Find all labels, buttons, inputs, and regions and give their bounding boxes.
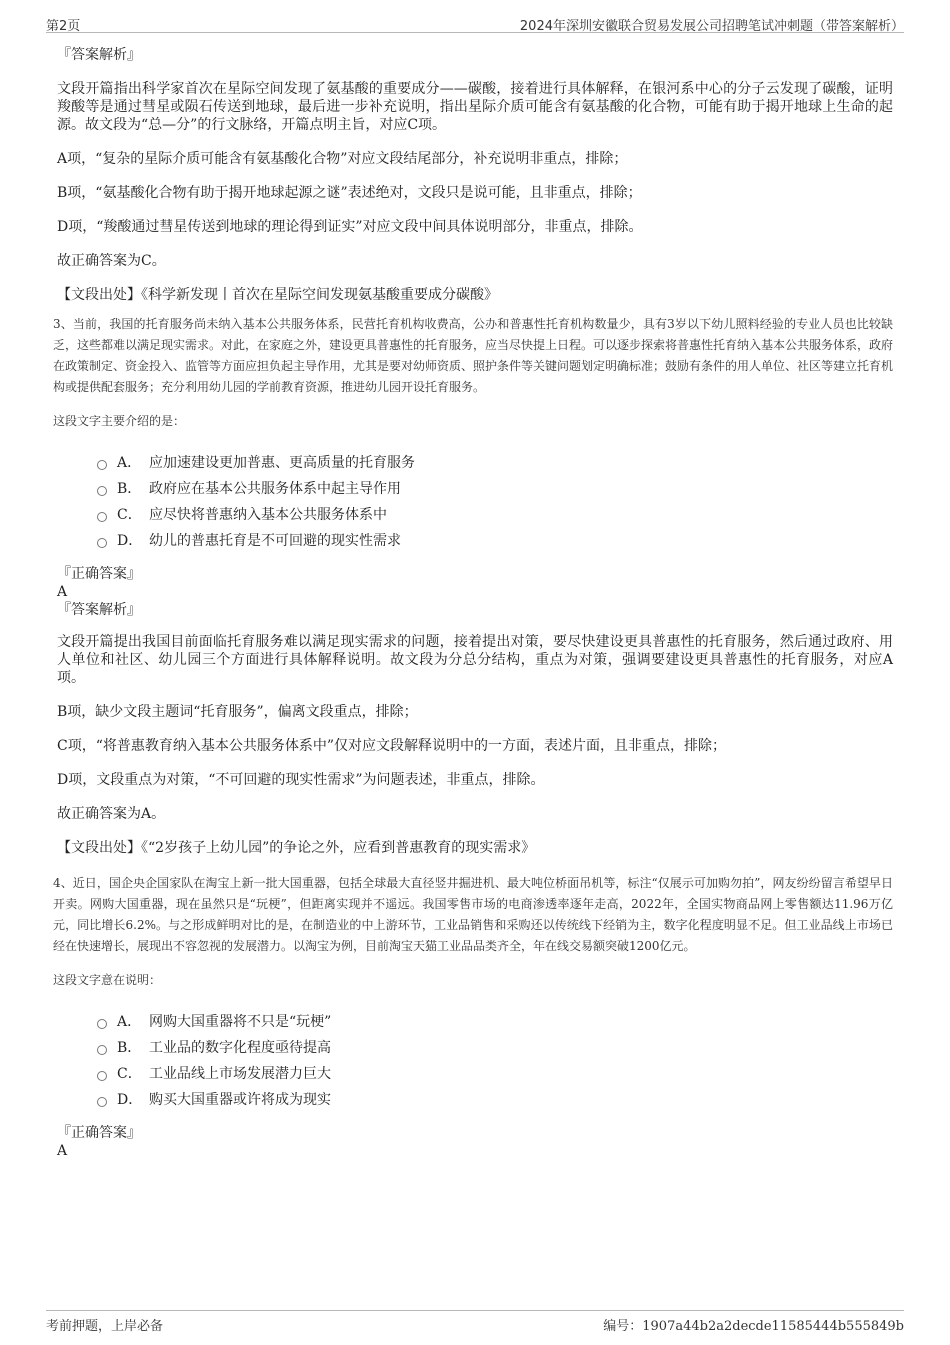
analysis-option-d: D项，“羧酸通过彗星传送到地球的理论得到证实”对应文段中间具体说明部分，非重点，排除。 [57,219,643,235]
option-a[interactable] [97,1008,893,1034]
question-4-options [97,1008,893,1112]
correct-answer-label: 『正确答案』 [57,566,141,582]
option-c[interactable] [97,501,893,527]
radio-icon[interactable] [97,512,107,522]
radio-icon[interactable] [97,538,107,548]
option-c[interactable] [97,1060,893,1086]
option-text: 应加速建设更加普惠、更高质量的托育服务 [149,455,415,471]
option-key: D． [117,1092,143,1108]
question-3-options [97,449,893,553]
correct-answer-value: A [57,1143,68,1159]
analysis-option-b: B项，“氨基酸化合物有助于揭开地球起源之谜”表述绝对，文段只是说可能，且非重点，排除； [57,185,642,201]
analysis-conclusion: 故正确答案为A。 [57,806,166,822]
option-key: B． [117,481,142,497]
analysis-conclusion: 故正确答案为C。 [57,253,166,269]
option-key: D． [117,533,143,549]
page-content [53,46,894,1160]
page-header [46,12,904,33]
option-d[interactable] [97,1086,893,1112]
option-key: C． [117,507,142,523]
analysis-option-b: B项，缺少文段主题词“托育服务”，偏离文段重点，排除； [57,704,418,720]
footer-slogan: 考前押题，上岸必备 [46,1319,164,1334]
option-text: 工业品线上市场发展潜力巨大 [149,1066,331,1082]
option-key: A． [117,1014,142,1030]
option-a[interactable] [97,449,893,475]
radio-icon[interactable] [97,486,107,496]
analysis-option-d: D项，文段重点为对策，“不可回避的现实性需求”为问题表述，非重点，排除。 [57,772,545,788]
analysis-paragraph: 文段开篇指出科学家首次在星际空间发现了氨基酸的重要成分——碳酸，接着进行具体解释，在银河系中心的分子云发现了碳酸，证明羧酸等是通过彗星或陨石传送到地球，最后进一步补充说明，指出星际介质可能含有氨基酸的化合物，可能有助于揭开地球上生命的起源。故文段为“总—分”的行文脉络，开篇点明主旨，对应C项。 [57,81,893,133]
document-serial: 编号：1907a44b2a2decde11585444b555849b [603,1319,904,1334]
document-title: 2024年深圳安徽联合贸易发展公司招聘笔试冲刺题（带答案解析） [519,19,904,34]
option-text: 购买大国重器或许将成为现实 [149,1092,331,1108]
analysis-option-c: C项，“将普惠教育纳入基本公共服务体系中”仅对应文段解释说明中的一方面，表述片面，且非重点，排除； [57,738,727,754]
option-key: C． [117,1066,142,1082]
source-citation: 【文段出处】《“2岁孩子上幼儿园”的争论之外，应看到普惠教育的现实需求》 [57,840,536,856]
radio-icon[interactable] [97,1097,107,1107]
radio-icon[interactable] [97,1071,107,1081]
option-text: 网购大国重器将不只是“玩梗” [149,1014,332,1030]
option-d[interactable] [97,527,893,553]
option-text: 工业品的数字化程度亟待提高 [149,1040,331,1056]
page-number: 第2页 [46,19,81,34]
correct-answer-value: A [57,584,68,600]
question-4-text: 4、近日，国企央企国家队在淘宝上新一批大国重器，包括全球最大直径竖井掘进机、最大吨位桥面吊机等，标注“仅展示可加购勿拍”，网友纷纷留言希望早日开卖。网购大国重器，现在虽然只是“玩梗”，但距离实现并不遥远。我国零售市场的电商渗透率逐年走高，2022年，全国实物商品网上零售额达11.96万亿元，同比增长6.2%。与之形成鲜明对比的是，在制造业的中上游环节，工业品销售和采购还以传统线下经销为主，数字化程度明显不足。但工业品线上市场已经在快速增长，展现出不容忽视的发展潜力。以淘宝为例，目前淘宝天猫工业品品类齐全，年在线交易额突破1200亿元。 [53,876,893,953]
page-footer [46,1310,904,1339]
option-text: 应尽快将普惠纳入基本公共服务体系中 [149,507,387,523]
correct-answer-label: 『正确答案』 [57,1125,141,1141]
analysis-heading: 『答案解析』 [57,47,141,63]
radio-icon[interactable] [97,460,107,470]
source-citation: 【文段出处】《科学新发现丨首次在星际空间发现氨基酸重要成分碳酸》 [57,287,498,303]
question-3-text: 3、当前，我国的托育服务尚未纳入基本公共服务体系，民营托育机构收费高，公办和普惠性托育机构数量少，具有3岁以下幼儿照料经验的专业人员也比较缺乏，这些都难以满足现实需求。对此，在家庭之外，建设更具普惠性的托育服务，应当尽快提上日程。可以逐步探索将普惠性托育纳入基本公共服务体系，政府在政策制定、资金投入、监管等方面应担负起主导作用，尤其是要对幼师资质、照护条件等关键问题划定明确标准；鼓励有条件的用人单位、社区等建立托育机构或提供配套服务；充分利用幼儿园的学前教育资源，推进幼儿园开设托育服务。 [53,317,894,394]
radio-icon[interactable] [97,1045,107,1055]
analysis-paragraph: 文段开篇提出我国目前面临托育服务难以满足现实需求的问题，接着提出对策，要尽快建设更具普惠性的托育服务，然后通过政府、用人单位和社区、幼儿园三个方面进行具体解释说明。故文段为分总分结构，重点为对策，强调要建设更具普惠性的托育服务，对应A项。 [57,634,893,686]
option-key: B． [117,1040,142,1056]
analysis-heading: 『答案解析』 [57,602,141,618]
option-text: 幼儿的普惠托育是不可回避的现实性需求 [149,533,401,549]
question-4-stem: 这段文字意在说明： [53,973,162,987]
radio-icon[interactable] [97,1019,107,1029]
option-b[interactable] [97,475,893,501]
option-key: A． [117,455,142,471]
option-b[interactable] [97,1034,893,1060]
question-3-stem: 这段文字主要介绍的是： [53,414,186,428]
option-text: 政府应在基本公共服务体系中起主导作用 [149,481,401,497]
analysis-option-a: A项，“复杂的星际介质可能含有氨基酸化合物”对应文段结尾部分，补充说明非重点，排除； [57,151,628,167]
